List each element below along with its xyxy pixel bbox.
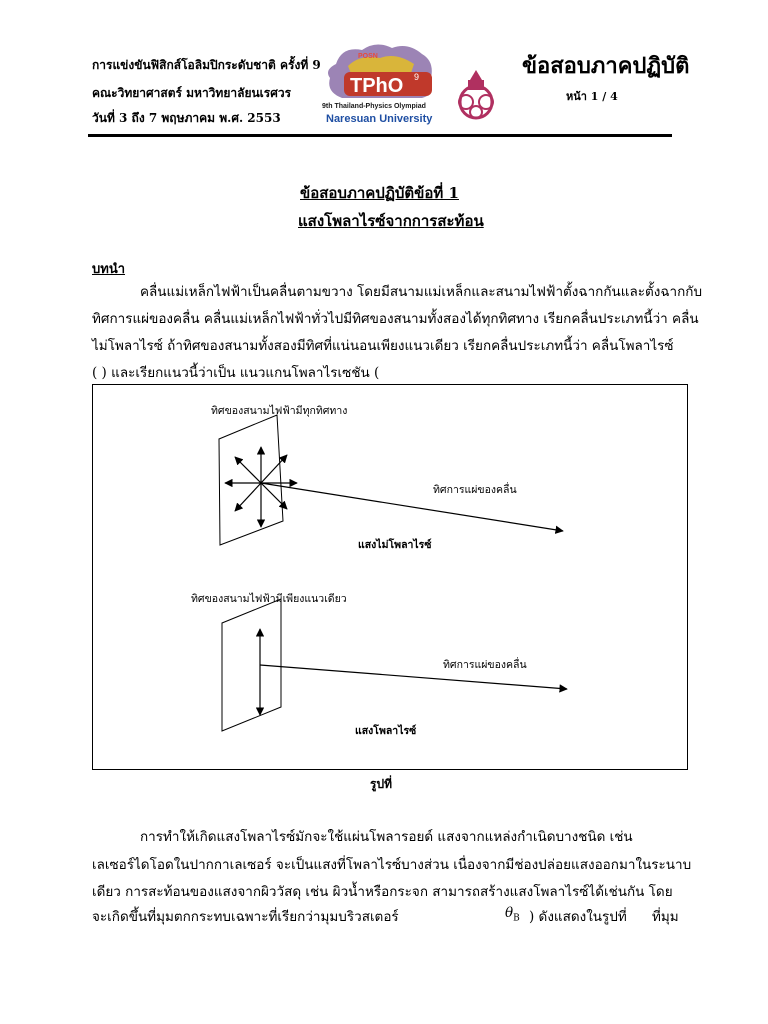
para1-line3: ไม่โพลาไรซ์ ถ้าทิศของสนามทั้งสองมีทิศที่แน่นอนเพียงแนวเดียว เรียกคลื่นประเภทนี้ว่า คลื่นโพลาไรซ์ — [92, 338, 674, 354]
page-number: หน้า 1 / 4 — [566, 90, 618, 103]
para1-line4: ( ) และเรียกแนวนี้ว่าเป็น แนวแกนโพลาไรเซชัน ( — [92, 365, 380, 381]
label-single-direction: ทิศของสนามไฟฟ้ามีเพียงแนวเดียว — [191, 593, 347, 605]
para2-line1: การทำให้เกิดแสงโพลาไรซ์มักจะใช้แผ่นโพลารอยด์ แสงจากแหล่งกำเนิดบางชนิด เช่น — [140, 829, 633, 845]
unpolarized-propagation-arrow — [261, 483, 563, 531]
university-seal-icon — [452, 68, 500, 120]
label-propagation-bottom: ทิศการแผ่ของคลื่น — [443, 659, 527, 671]
problem-title: แสงโพลาไรซ์จากการสะท้อน — [298, 212, 484, 230]
para2-tail-text: ) ดังแสดงในรูปที่ — [529, 909, 627, 925]
theta-symbol: $\theta_B$ — [505, 905, 520, 924]
logo-tag: POSN — [358, 53, 378, 60]
para2-line3: เดียว การสะท้อนของแสงจากผิววัสดุ เช่น ผิวน้ำหรือกระจก สามารถสร้างแสงโพลาไรซ์ได้เช่นกัน โดย — [92, 884, 673, 900]
header-divider — [88, 134, 672, 137]
label-all-directions: ทิศของสนามไฟฟ้ามีทุกทิศทาง — [211, 405, 348, 417]
caption-unpolarized: แสงไม่โพลาไรซ์ — [358, 539, 432, 551]
logo-university: Naresuan University — [326, 113, 433, 125]
header-faculty: คณะวิทยาศาสตร์ มหาวิทยาลัยนเรศวร — [92, 86, 292, 100]
unpolarized-plane — [219, 415, 283, 545]
para2-line4: จะเกิดขึ้นที่มุมตกกระทบเฉพาะที่เรียกว่ามุมบริวสเตอร์ — [92, 909, 399, 925]
exam-type-title: ข้อสอบภาคปฏิบัติ — [522, 53, 690, 79]
logo-main-text: TPhO — [350, 75, 404, 97]
header-competition-name: การแข่งขันฟิสิกส์โอลิมปิกระดับชาติ ครั้งที่ 9 — [92, 58, 321, 72]
para2-line2: เลเซอร์ไดโอดในปากกาเลเซอร์ จะเป็นแสงที่โพลาไรซ์บางส่วน เนื่องจากมีช่องปล่อยแสงออกมาในระนาบ — [92, 857, 692, 873]
intro-label: บทนำ — [92, 262, 126, 277]
problem-heading: ข้อสอบภาคปฏิบัติข้อที่ 1 — [300, 184, 459, 202]
logo-subline: 9th Thailand-Physics Olympiad — [322, 103, 426, 110]
para1-line2: ทิศการแผ่ของคลื่น คลื่นแม่เหล็กไฟฟ้าทั่วไปมีทิศของสนามทั้งสองได้ทุกทิศทาง เรียกคลื่นประเภทนี้ว่า คลื่น — [92, 311, 699, 327]
label-propagation-top: ทิศการแผ่ของคลื่น — [433, 484, 517, 496]
polarization-diagram — [93, 385, 687, 769]
tpho-logo — [318, 42, 442, 126]
para1-line1: คลื่นแม่เหล็กไฟฟ้าเป็นคลื่นตามขวาง โดยมีสนามแม่เหล็กและสนามไฟฟ้าตั้งฉากกันและตั้งฉากกับ — [140, 284, 703, 300]
figure-caption: รูปที่ — [370, 777, 392, 791]
figure-frame — [92, 384, 688, 770]
para2-end-word: ที่มุม — [652, 909, 679, 925]
caption-polarized: แสงโพลาไรซ์ — [355, 725, 417, 737]
header-date: วันที่ 3 ถึง 7 พฤษภาคม พ.ศ. 2553 — [92, 111, 281, 125]
logo-superscript: 9 — [414, 72, 420, 82]
polarized-plane — [222, 599, 281, 731]
